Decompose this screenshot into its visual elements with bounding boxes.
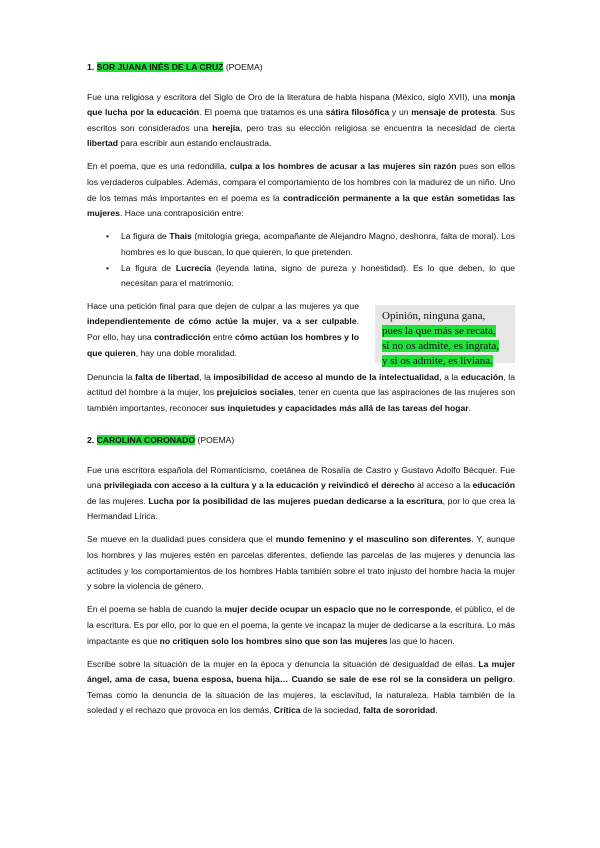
list-item: • La figura de Lucrecia (leyenda latina, signo de pureza y honestidad). Es lo que deben, lo que necesitan para el matrimonio. [106, 262, 515, 289]
section-number: 1. [87, 62, 95, 72]
paragraph: Fue una religiosa y escritora del Siglo de Oro de la literatura de habla hispana (México, siglo XVII), una monja que lucha por la educación. El poema que tratamos es una sátira filosófica y un mensaje de protesta. Sus escritos son considerados una herejía, pero tras su elección religiosa se encuentra la necesidad de cierta libertad para escribir aun estando enclaustrada. [87, 91, 515, 149]
bullet-icon: • [106, 231, 110, 242]
quote-line: pues la que más se recata, [382, 324, 496, 337]
section-number: 2. [87, 435, 95, 445]
paragraph: Denuncia la falta de libertad, la imposibilidad de acceso al mundo de la intelectualidad, a la educación, la actitud del hombre a la mujer, los prejuicios sociales, tener en cuenta que las aspiraciones de las mujeres son también importantes, reconocer sus inquietudes y capacidades más allá de las tareas del hogar. [87, 371, 516, 413]
bullet-icon: • [106, 262, 110, 273]
section-tag: (POEMA) [197, 435, 235, 445]
paragraph: En el poema, que es una redondilla, culpa a los hombres de acusar a las mujeres sin razón pues son ellos los verdaderos culpables. Además, compara el comportamiento de los hombres con la madurez de un niño. Uno de los temas más importantes en el poema es la contradicción permanente a la que están sometidas las mujeres. Hace una contraposición entre: [87, 161, 516, 219]
list-item: • La figura de Thais (mitología griega, acompañante de Alejandro Magno, deshonra, falta de moral). Los hombres es lo que buscan, lo que quieren, lo que pretenden. [106, 231, 516, 257]
section-tag: (POEMA) [225, 62, 263, 72]
paragraph: En el poema se habla de cuando la mujer decide ocupar un espacio que no le corresponde, el público, el de la escritura. Es por ello, por lo que en el poema, la gente ve incapaz la mujer de dedicarse a la escritura. Lo más impactante es que no critiquen solo los hombres sino que son las mujeres las que lo hacen. [87, 604, 516, 646]
quote-line: y si os admite, es liviana. [382, 354, 493, 367]
bullet-list [87, 229, 515, 291]
quote-line: si no os admite, es ingrata, [382, 339, 500, 352]
poem-quote-image [375, 305, 515, 367]
paragraph: Hace una petición final para que dejen de culpar a las mujeres ya que independientemente de cómo actúe la mujer, va a ser culpable. Por ello, hay una contradicción entre cómo actúan los hombres y lo que quieren, hay una doble moralidad. [87, 300, 359, 358]
document-page [87, 60, 515, 727]
paragraph: Fue una escritora española del Romanticismo, coetánea de Rosalía de Castro y Gustavo Adolfo Bécquer. Fue una privilegiada con acceso a la cultura y a la educación y reivindicó el derecho al acceso a la educación de las mujeres. Lucha por la posibilidad de las mujeres puedan dedicarse a la escritura, por lo que crea la Hermandad Lírica. [87, 464, 516, 522]
paragraph-with-quote [87, 299, 515, 367]
section-heading-sor-juana [87, 60, 515, 76]
paragraph: Escribe sobre la situación de la mujer en la época y denuncia la situación de desigualdad de ellas. La mujer ángel, ama de casa, buena esposa, buena hija… Cuando se sale de ese rol se la considera un peligro. Temas como la denuncia de la situación de las mujeres, la esclavitud, la naturaleza. Habla también de la soledad y el rechazo que provoca en los demás. Crítica de la sociedad, falta de sororidad. [87, 658, 515, 716]
section-heading-carolina-coronado [87, 433, 515, 449]
quote-line: Opinión, ninguna gana, [382, 309, 486, 322]
section-title: SOR JUANA INÉS DE LA CRUZ [96, 62, 224, 72]
section-title: CAROLINA CORONADO [96, 435, 196, 445]
paragraph: Se mueve en la dualidad pues considera que el mundo femenino y el masculino son diferentes. Y, aunque los hombres y las mujeres estén en parcelas diferentes, defiende las parcelas de las mujeres y denuncia las actitudes y los comportamientos de los hombres Habla también sobre el trato injusto del hombre hacia la mujer y sobre la violencia de género. [87, 534, 515, 592]
